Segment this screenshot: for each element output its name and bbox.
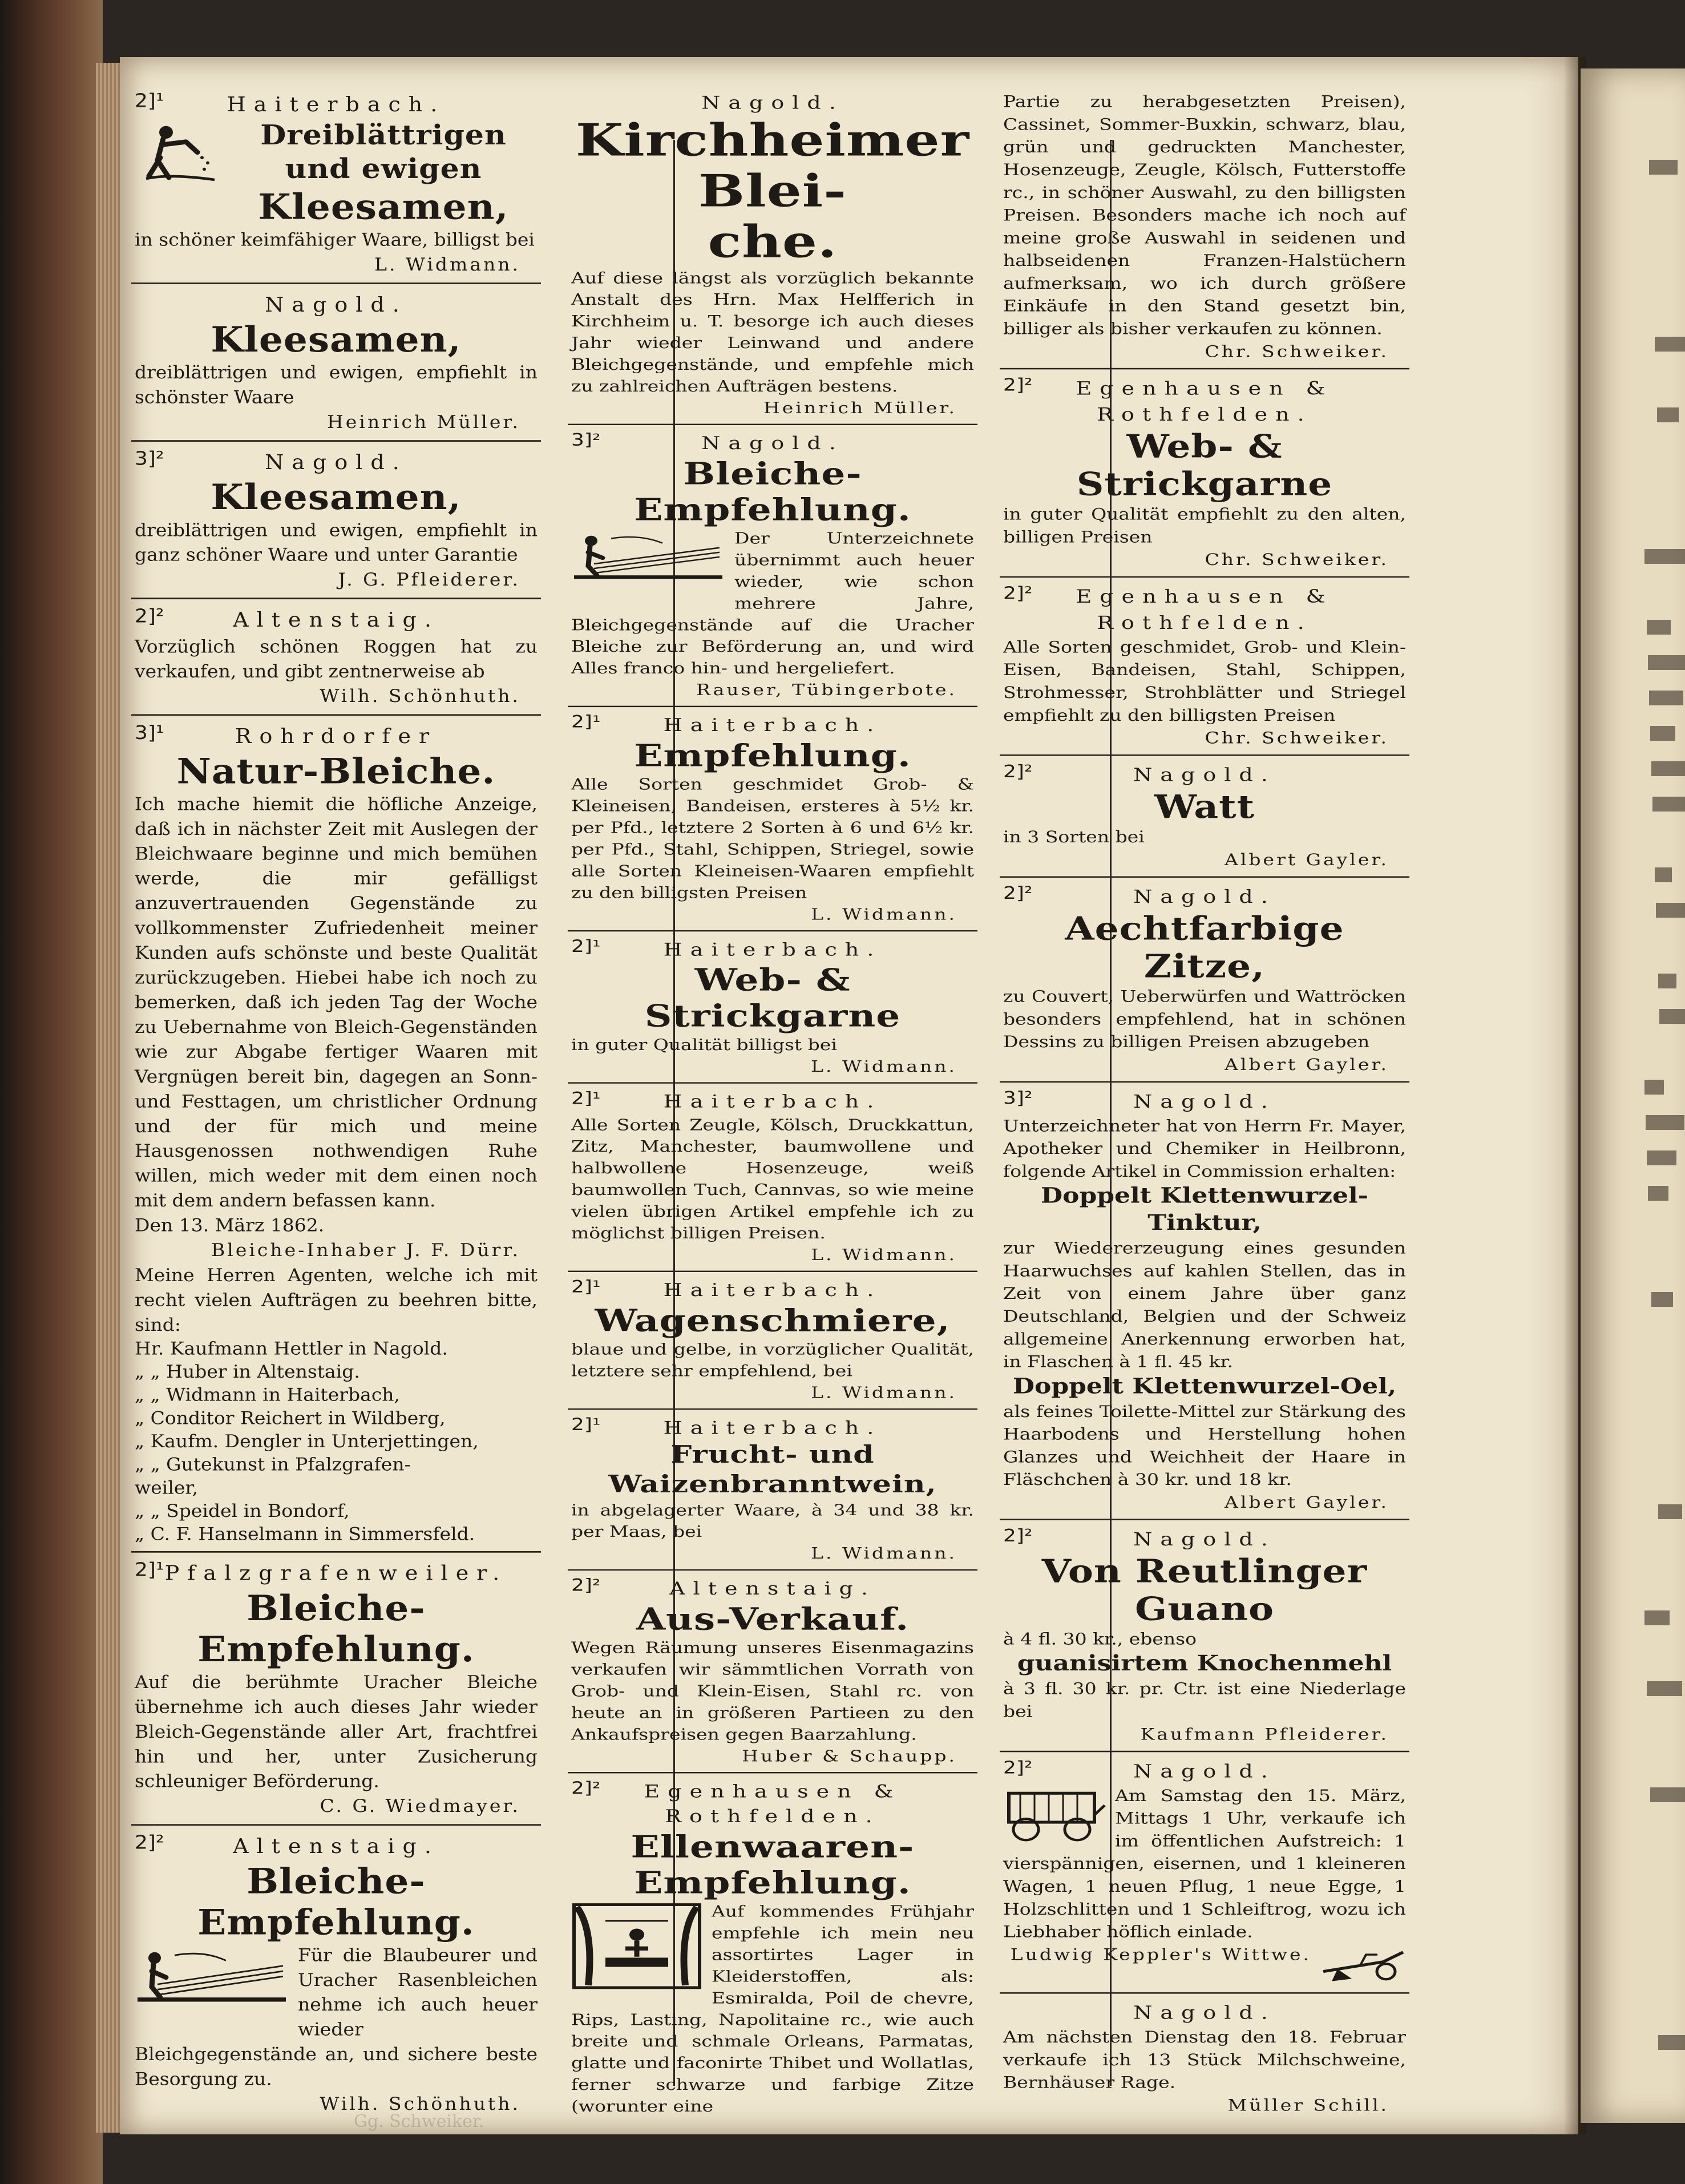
cropped-text-fragment (1646, 1115, 1684, 1130)
ad-body: Wegen Räumung unseres Eisenmagazins verkaufen wir sämmtlichen Vorrath von Grob- und Klein-Eisen, Stahl rc. von heute an in größeren Partieen zu den Ankaufspreisen gegen Baarzahlung. (571, 1638, 974, 1743)
insertion-mark: 2]¹ (571, 1089, 601, 1108)
advertisement (568, 706, 977, 930)
ad-title: Aus-Verkauf. (636, 1601, 910, 1637)
cropped-text-fragment (1650, 1787, 1685, 1802)
ad-town: Nagold. (1133, 2001, 1276, 2024)
agent-entry: „ „ Gutekunst in Pfalzgrafen- (135, 1454, 411, 1475)
ad-signature: Albert Gayler. (1225, 1492, 1389, 1512)
ad-town: Altenstaig. (669, 1578, 876, 1599)
ad-signature: L. Widmann. (811, 905, 957, 923)
ad-body: dreiblättrigen und ewigen, empfiehlt in ganz schöner Waare und unter Garantie (135, 519, 538, 566)
insertion-mark: 2]¹ (571, 712, 601, 732)
ad-signature: Heinrich Müller. (327, 411, 520, 433)
agent-entry: „ „ Huber in Altenstaig. (135, 1361, 360, 1382)
ad-title-line-2: Kleesamen, (258, 186, 509, 228)
ad-town: Haiterbach. (227, 92, 446, 116)
ad-signature: Chr. Schweiker. (1205, 342, 1389, 361)
ad-body: dreiblättrigen und ewigen, empfiehlt in schönster Waare (135, 362, 538, 407)
ad-town: Haiterbach. (663, 714, 882, 736)
ad-body: in abgelagerter Waare, à 34 und 38 kr. per Maas, bei (571, 1501, 974, 1541)
ad-town: Altenstaig. (233, 1834, 439, 1858)
agent-entry: „ „ Widmann in Haiterbach, (135, 1384, 401, 1406)
advertisement (568, 1569, 977, 1772)
ad-town: Haiterbach. (663, 939, 882, 960)
advertisement (131, 1551, 541, 1824)
insertion-mark: 2]¹ (135, 1559, 164, 1581)
ad-signature: C. G. Wiedmayer. (320, 1795, 520, 1816)
ad-body: Auf diese längst als vorzüglich bekannte Anstalt des Hrn. Max Helfferich in Kirchheim u. T. besorge ich auch dieses Jahr wieder Leinwand und andere Bleichgegenstände, und empfehle mich zu zahlreichen Aufträgen bestens. (571, 269, 974, 395)
ad-body: Der Unterzeichnete übernimmt auch heuer wieder, wie schon mehrere Jahre, Bleichgegenstände auf die Uracher Bleiche zur Beförderung an, und wird Alles franco hin- und hergeliefert. (571, 529, 974, 677)
advertisement (568, 1408, 977, 1569)
ad-subtitle: Doppelt Klettenwurzel-Oel, (1012, 1374, 1397, 1399)
cropped-text-fragment (1657, 407, 1679, 422)
ad-body: zu Couvert, Ueberwürfen und Wattröcken besonders empfehlend, hat in schönen Dessins zu billigen Preisen abzugeben (1003, 987, 1406, 1051)
ad-body: Für die Blaubeurer und Uracher Rasenbleichen nehme ich auch heuer wieder Bleichgegenstände an, und sichere beste Besorgung zu. (135, 1944, 538, 2089)
cropped-text-fragment (1652, 797, 1685, 812)
ad-title: Kleesamen, (211, 476, 462, 518)
insertion-mark: 2]² (135, 1832, 164, 1854)
insertion-mark: 2]² (1003, 1758, 1033, 1778)
ad-body: in guter Qualität billigst bei (571, 1035, 837, 1054)
insertion-mark: 2]¹ (571, 937, 601, 956)
ad-body: zur Wiedererzeugung eines gesunden Haarwuchses auf kahlen Stellen, das in Zeit von einem Jahre über ganz Deutschland, Belgien und der Schweiz allgemeine Anerkennung erworben hat, in Flaschen à 1 fl. 45 kr. (1003, 1238, 1406, 1371)
ad-title: Bleiche-Empfehlung. (197, 1860, 475, 1943)
ad-signature: L. Widmann. (811, 1544, 957, 1563)
shop-icon (571, 1903, 702, 1992)
ad-signature: Heinrich Müller. (763, 398, 957, 417)
ad-title: Natur-Bleiche. (176, 750, 496, 792)
ad-body: Meine Herren Agenten, welche ich mit recht vielen Aufträgen zu beehren bitte, sind: (135, 1265, 538, 1335)
ad-town: Nagold. (265, 450, 407, 474)
ad-title: Kleesamen, (211, 318, 462, 360)
ad-town: Nagold. (1133, 1091, 1276, 1112)
cropped-text-fragment (1655, 867, 1672, 882)
ad-town: Pfalzgrafenweiler. (164, 1561, 508, 1585)
advertisement (568, 930, 977, 1082)
advertisement (131, 598, 541, 714)
advertisement (1000, 1081, 1409, 1519)
ad-body: Am Samstag den 15. März, Mittags 1 Uhr, verkaufe ich im öffentlichen Aufstreich: 1 vierspännigen, eisernen, und 1 kleineren Wagen, 1 neuen Pflug, 1 neue Egge, 1 Holzschlitten und 1 Schleiftrog, wozu ich Liebhaber höflich einlade. (1003, 1786, 1406, 1941)
cropped-text-fragment (1649, 160, 1678, 175)
ad-signature: L. Widmann. (811, 1245, 957, 1264)
cropped-text-fragment (1644, 549, 1685, 564)
cropped-text-fragment (1659, 1009, 1685, 1024)
cropped-text-fragment (1648, 1186, 1668, 1201)
bleacher-icon (135, 1945, 289, 2016)
ad-signature: L. Widmann. (811, 1057, 957, 1076)
ad-date: Den 13. März 1862. (135, 1214, 325, 1236)
ad-body: Alle Sorten geschmidet, Grob- und Klein-Eisen, Bandeisen, Stahl, Schippen, Strohmesser, Strohblätter und Striegel empfiehlt zu den billigsten Preisen (1003, 637, 1406, 725)
insertion-mark: 2]² (1003, 761, 1033, 782)
ad-signature: J. G. Pfleiderer. (338, 569, 520, 590)
advertisement (1000, 90, 1409, 368)
ad-signature: Wilh. Schönhuth. (320, 2093, 520, 2114)
insertion-mark: 3]¹ (135, 722, 164, 744)
ad-town: Haiterbach. (663, 1418, 882, 1438)
ad-title: Watt (1154, 788, 1255, 826)
cropped-text-fragment (1658, 974, 1676, 988)
sower-icon (135, 121, 220, 187)
ad-body: Alle Sorten geschmidet Grob- & Kleineisen, Bandeisen, ersteres à 5½ kr. per Pfd., letztere 2 Sorten à 6 und 6½ kr. per Pfd., Stahl, Schippen, Striegel, sowie alle Sorten Kleineisen-Waaren empfiehlt zu den billigsten Preisen (571, 775, 974, 902)
ad-town: Nagold. (701, 433, 844, 454)
cropped-text-fragment (1644, 1080, 1664, 1095)
advertisement (1000, 754, 1409, 876)
cropped-text-fragment (1658, 1504, 1682, 1519)
cropped-text-fragment (1647, 1681, 1682, 1696)
ad-owner: Bleiche-Inhaber J. F. Dürr. (211, 1240, 520, 1261)
advertisement (568, 1082, 977, 1270)
ad-body: Auf die berühmte Uracher Bleiche übernehme ich auch dieses Jahr wieder Bleich-Gegenstände aller Art, frachtfrei hin und her, unter Zusicherung schleuniger Beförderung. (135, 1672, 538, 1792)
ad-title: Empfehlung. (634, 737, 911, 774)
wagon-icon (1003, 1786, 1106, 1846)
ad-signature: Albert Gayler. (1225, 1055, 1389, 1074)
ad-body: in guter Qualität empfiehlt zu den alten, billigen Preisen (1003, 504, 1406, 547)
cropped-text-fragment (1651, 761, 1685, 776)
advertisement (568, 1772, 977, 2122)
agent-entry: „ Conditor Reichert in Wildberg, (135, 1407, 446, 1428)
next-page-fragment (1581, 68, 1685, 2123)
insertion-mark: 2]¹ (571, 1277, 601, 1297)
ad-body: Auf kommendes Frühjahr empfehle ich mein neu assortirtes Lager in Kleiderstoffen, als: Esmiralda, Poil de chevre, Rips, Lasting, Napolitaine rc., wie auch breite und schmale Orleans, Parmatas, glatte und faconirte Thibet und Wollatlas, ferner schwarze und farbige Zitze (worunter eine (571, 1902, 974, 2116)
ad-title: Kirchheimer Blei- (575, 114, 970, 217)
advertisement (1000, 1519, 1409, 1750)
ad-signature: Chr. Schweiker. (1205, 550, 1389, 569)
cropped-text-fragment (1647, 620, 1671, 635)
insertion-mark: 2]² (1003, 1526, 1033, 1546)
ad-signature: Müller Schill. (1227, 2096, 1389, 2115)
cropped-text-fragment (1658, 2035, 1685, 2050)
ad-title: Ellenwaaren-Empfehlung. (631, 1828, 915, 1901)
ad-town: Nagold. (1133, 1528, 1276, 1550)
agent-entry: „ Kaufm. Dengler in Unterjettingen, (135, 1431, 479, 1452)
ad-signature: L. Widmann. (811, 1383, 957, 1402)
cropped-text-fragment (1651, 1292, 1673, 1307)
ad-title: Wagenschmiere, (595, 1302, 951, 1339)
ad-title: Web- & Strickgarne (644, 962, 901, 1034)
insertion-mark: 3]² (135, 448, 164, 470)
agent-entry: „ „ Speidel in Bondorf, (135, 1500, 350, 1521)
cropped-text-fragment (1656, 903, 1685, 918)
column-1 (131, 90, 541, 2122)
insertion-mark: 2]² (571, 1779, 601, 1798)
ad-body: Unterzeichneter hat von Herrn Fr. Mayer, Apotheker und Chemiker in Heilbronn, folgende Artikel in Commission erhalten: (1003, 1116, 1406, 1181)
bleacher-icon (571, 529, 725, 591)
cropped-text-fragment (1644, 1610, 1670, 1625)
ad-town: Haiterbach. (663, 1091, 882, 1112)
ad-town: Rohrdorfer (235, 724, 438, 748)
insertion-mark: 3]² (571, 430, 601, 450)
ad-body: Alle Sorten Zeugle, Kölsch, Druckkattun, Zitz, Manchester, baumwollene und halbwollene Hosenzeuge, weiß baumwollen Tuch, Cannvas, so wie meine vielen übrigen Artikel empfehle ich zu möglichst billigen Preisen. (571, 1116, 974, 1242)
ad-signature: Chr. Schweiker. (1205, 728, 1389, 748)
ad-town: Egenhausen & Rothfelden. (1076, 377, 1334, 425)
ad-signature: Huber & Schaupp. (742, 1747, 957, 1765)
ad-signature: Ludwig Keppler's Wittwe. (1010, 1945, 1311, 1964)
column-2 (568, 90, 977, 2122)
cropped-text-fragment (1650, 726, 1675, 741)
ad-town: Egenhausen & Rothfelden. (644, 1781, 902, 1827)
advertisement (1000, 876, 1409, 1081)
ad-signature: L. Widmann. (374, 254, 520, 275)
insertion-mark: 3]² (1003, 1088, 1033, 1108)
agent-list (135, 1337, 538, 1546)
ad-town: Nagold. (701, 92, 844, 113)
cropped-text-fragment (1648, 655, 1685, 670)
ad-body: in schöner keimfähiger Waare, billigst bei (135, 229, 535, 250)
column-3 (1000, 90, 1409, 2122)
advertisement (131, 90, 541, 282)
ad-town: Altenstaig. (233, 608, 439, 632)
ad-subtitle: Doppelt Klettenwurzel-Tinktur, (1041, 1183, 1368, 1236)
ad-town: Nagold. (265, 293, 407, 317)
advertisement (1000, 1751, 1409, 1992)
insertion-mark: 2]¹ (571, 1415, 601, 1435)
insertion-mark: 2]² (1003, 883, 1033, 903)
ad-body: à 4 fl. 30 kr., ebenso (1003, 1629, 1197, 1649)
ad-title: Aechtfarbige Zitze, (1065, 909, 1344, 985)
advertisement (568, 90, 977, 424)
ad-body: Vorzüglich schönen Roggen hat zu verkaufen, und gibt zentnerweise ab (135, 636, 538, 682)
ad-signature: Wilh. Schönhuth. (320, 685, 520, 707)
ad-town: Nagold. (1133, 764, 1276, 786)
ad-title: Frucht- und Waizenbranntwein, (608, 1440, 937, 1499)
insertion-mark: 2]² (1003, 375, 1033, 395)
ad-body: als feines Toilette-Mittel zur Stärkung des Haarbodens und Herstellung hohen Glanzes und Weichheit der Haare in Fläschchen à 30 kr. und 18 kr. (1003, 1402, 1406, 1489)
ad-signature: Rauser, Tübingerbote. (696, 681, 957, 699)
ad-body: in 3 Sorten bei (1003, 827, 1145, 846)
ad-town: Egenhausen & Rothfelden. (1076, 586, 1334, 633)
cropped-text-fragment (1655, 337, 1685, 352)
insertion-mark: 2]² (135, 605, 164, 628)
book-binding (0, 0, 103, 2184)
advertisement (1000, 1992, 1409, 2122)
ad-town: Nagold. (1133, 886, 1276, 907)
ad-title-line-2: che. (708, 215, 838, 268)
ad-body: Partie zu herabgesetzten Preisen), Cassinet, Sommer-Buxkin, schwarz, blau, grün und gedruckten Manchester, Hosenzeuge, Zeugle, Kölsch, Futterstoffe rc., in schöner Auswahl, zu den billigsten Preisen. Besonders mache ich noch auf meine große Auswahl in seidenen und halbseidenen Franzen-Halstüchern aufmerksam, wo ich durch größere Einkäufe in den Stand gesetzt bin, billiger als bisher verkaufen zu können. (1003, 92, 1406, 338)
ad-town: Haiterbach. (663, 1279, 882, 1301)
agent-entry: weiler, (135, 1477, 199, 1498)
cropped-text-fragment (1649, 691, 1683, 705)
advertisement (1000, 368, 1409, 576)
advertisement (131, 282, 541, 440)
advertisement (568, 424, 977, 706)
advertisement (131, 1824, 541, 2122)
ad-town: Nagold. (1133, 1760, 1276, 1782)
ad-body: blaue und gelbe, in vorzüglicher Qualität, letztere sehr empfehlend, bei (571, 1340, 974, 1380)
ad-body: Am nächsten Dienstag den 18. Februar verkaufe ich 13 Stück Milchschweine, Bernhäuser Rage. (1003, 2027, 1406, 2092)
ad-title: Bleiche-Empfehlung. (634, 455, 911, 528)
ad-body: à 3 fl. 30 kr. pr. Ctr. ist eine Niederlage bei (1003, 1679, 1406, 1721)
show-through-text: Gg. Schweiker. (354, 2112, 484, 2131)
ad-title: Von Reutlinger Guano (1041, 1552, 1368, 1628)
ad-title: Bleiche-Empfehlung. (197, 1587, 475, 1670)
insertion-mark: 2]¹ (135, 90, 164, 112)
ad-title: Web- & Strickgarne (1076, 427, 1333, 503)
ad-signature: Kaufmann Pfleiderer. (1140, 1725, 1389, 1744)
ad-signature: Albert Gayler. (1225, 850, 1389, 869)
agent-entry: „ C. F. Hanselmann in Simmersfeld. (135, 1523, 475, 1544)
advertisement (131, 440, 541, 598)
advertisement (1000, 576, 1409, 754)
insertion-mark: 2]² (1003, 583, 1033, 604)
ad-body: Ich mache hiemit die höfliche Anzeige, daß ich in nächster Zeit mit Auslegen der Bleichwaare beginne und mich bemühen werde, die mir gefälligst anzuvertrauenden Gegenstände zu vollkommenster Zufriedenheit meiner Kunden aufs schönste und beste Qualität zurückzugeben. Hiebei habe ich noch zu bemerken, daß ich jeden Tag der Woche zu Uebernahme von Bleich-Gegenständen wie zur Abgabe fertiger Waaren mit Vergnügen bereit bin, dagegen an Sonn- und Festtagen, um christlicher Ordnung und der für mich und meine Hausgenossen nothwendigen Ruhe willen, mich weder mit dem einen noch mit dem andern befassen kann. (135, 793, 538, 1211)
cropped-text-fragment (1647, 1150, 1676, 1165)
advertisement (131, 714, 541, 1551)
advertisement (568, 1271, 977, 1408)
ad-title: Dreiblättrigen und ewigen (260, 119, 507, 185)
plough-icon (1320, 1945, 1406, 1985)
ad-subtitle: guanisirtem Knochenmehl (1017, 1651, 1392, 1676)
insertion-mark: 2]² (571, 1576, 601, 1595)
agent-entry: Hr. Kaufmann Hettler in Nagold. (135, 1338, 448, 1359)
